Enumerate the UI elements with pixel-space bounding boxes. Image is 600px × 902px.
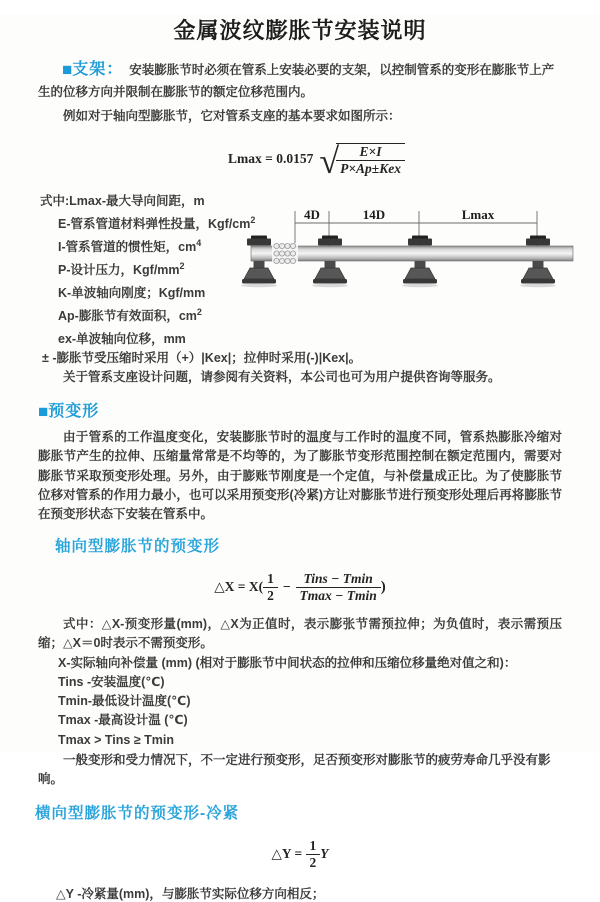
- lateral-formula-lhs: △Y =: [271, 846, 303, 862]
- dim-label-4d: 4D: [304, 207, 320, 222]
- preform-body-text: 由于管系的工作温度变化，安装膨胀节时的温度与工作时的温度不同，管系热膨胀冷缩对膨胀节产生的拉伸、压缩量常常是不均等的，为了膨胀节变形范围控制在额定范围内，需要对膨胀节采取预变形处理。另外，由于膨账节刚度是一个定值，与补偿量成正比。为了使膨胀节位移对管系的作用力最小，也可以采用预变形(冷紧)方让对膨胀节进行预变形处理后再将膨胀节在预变形状态下安装在管系中。: [38, 430, 562, 522]
- dim-label-14d: 14D: [362, 207, 386, 222]
- axial-closing-text: 一般变形和受力情况下，不一定进行预变形，足否预变形对膨胀节的疲劳寿命几乎没有影响。: [38, 752, 551, 786]
- pipe: [251, 246, 573, 261]
- axial-definition-line: Tmin-最低设计温度(℃): [58, 694, 191, 709]
- lmax-formula-denominator: P×Ap±Kex: [336, 160, 405, 176]
- lmax-formula-lhs: Lmax = 0.0157: [228, 151, 314, 166]
- dim-label-lmax: Lmax: [461, 207, 495, 222]
- pipe-support: [402, 236, 438, 288]
- section-square-marker: ■: [62, 60, 73, 79]
- section-square-marker: ■: [38, 402, 49, 422]
- definition-line: ex-单波轴向位移，mm: [58, 331, 186, 346]
- page-title: 金属波纹膨胀节安装说明: [173, 18, 427, 43]
- definition-line: P-设计压力，Kgf/$mm^2$: [58, 260, 185, 278]
- one-half-fraction: $\frac{1}{2}$: [306, 839, 321, 870]
- axial-formula-rhs: ): [380, 578, 386, 595]
- definition-line: 式中:Lmax-最大导向间距，m: [40, 194, 205, 209]
- axial-definitions: [0, 654, 600, 750]
- axial-definition-line: X-实际轴向补偿量 (mm) (相对于膨胀节中间状态的拉伸和压缩位移量绝对值之和)：: [58, 655, 517, 670]
- axial-note-text: 式中：△X-预变形量(mm)，△X为正值时，表示膨张节需预拉伸；为负值时，表示需预压缩；△X＝0时表示不需预变形。: [38, 617, 562, 651]
- preform-section-heading: 预变形: [48, 403, 100, 421]
- lateral-note-text: △Y -冷紧量(mm)，与膨胀节实际位移方向相反；: [56, 887, 325, 902]
- axial-definition-line: Tmax > Tins ≥ Tmin: [58, 732, 175, 747]
- sqrt-radical-icon: √: [319, 141, 340, 181]
- bellows-icon: [272, 243, 298, 264]
- support-intro-text: 安装膨胀节时必须在管系上安装必要的支架，以控制管系的变形在膨胀节上产生的位移方向并限制在膨胀节的额定位移范围内。: [38, 63, 555, 99]
- lmax-formula: [228, 138, 600, 180]
- axial-preform-formula: [0, 568, 600, 606]
- pipe-support-diagram-svg: [250, 206, 590, 306]
- preform-section-heading-line: [38, 401, 562, 423]
- document-page: [0, 14, 600, 902]
- definition-line: I-管系管道的惯性矩，$cm^4$: [58, 237, 202, 255]
- axial-formula-lhs: △X = X(: [214, 579, 264, 595]
- lateral-subheading: 横向型膨胀节的预变形-冷紧: [35, 805, 240, 823]
- definition-line: K-单波轴向刚度；Kgf/mm: [58, 285, 206, 300]
- pipe-support: [312, 236, 348, 288]
- definition-line: E-管系管道材料弹性投量，Kgf/$cm^2$: [58, 214, 256, 232]
- lateral-formula-rhs: Y: [320, 846, 329, 862]
- definition-line-plusminus: ± -膨胀节受压缩时采用（+）|Kex|；拉伸时采用(-)|Kex|。: [42, 350, 362, 365]
- axial-definition-line: Tins -安装温度(℃): [58, 674, 165, 689]
- lmax-formula-radicand: [336, 143, 405, 176]
- support-consulting-note: 关于管系支座设计问题，请参阅有关资料，本公司也可为用户提供咨询等服务。: [63, 370, 501, 385]
- lateral-preform-formula: [0, 837, 600, 871]
- pipe-support-diagram: [250, 206, 590, 306]
- definition-line: Ap-膨胀节有效面积，$cm^2$: [58, 306, 202, 323]
- support-section-intro: [38, 59, 562, 103]
- axial-subheading: 轴向型膨胀节的预变形: [55, 538, 221, 556]
- lmax-formula-numerator: E×I: [359, 143, 382, 159]
- axial-definition-line: Tmax -最高设计温 (℃): [58, 713, 188, 728]
- support-example-text: 例如对于轴向型膨胀节，它对管系支座的基本要求如图所示：: [63, 109, 401, 123]
- minus-operator: −: [282, 579, 291, 595]
- support-section-heading: 支架：: [72, 61, 124, 78]
- pipe-support: [520, 236, 556, 288]
- temperature-fraction: $\frac{\text{Tins − Tmin}}{Tmax - Tmin}$: [296, 572, 381, 603]
- one-half-fraction: $\frac{1}{2}$: [263, 572, 278, 603]
